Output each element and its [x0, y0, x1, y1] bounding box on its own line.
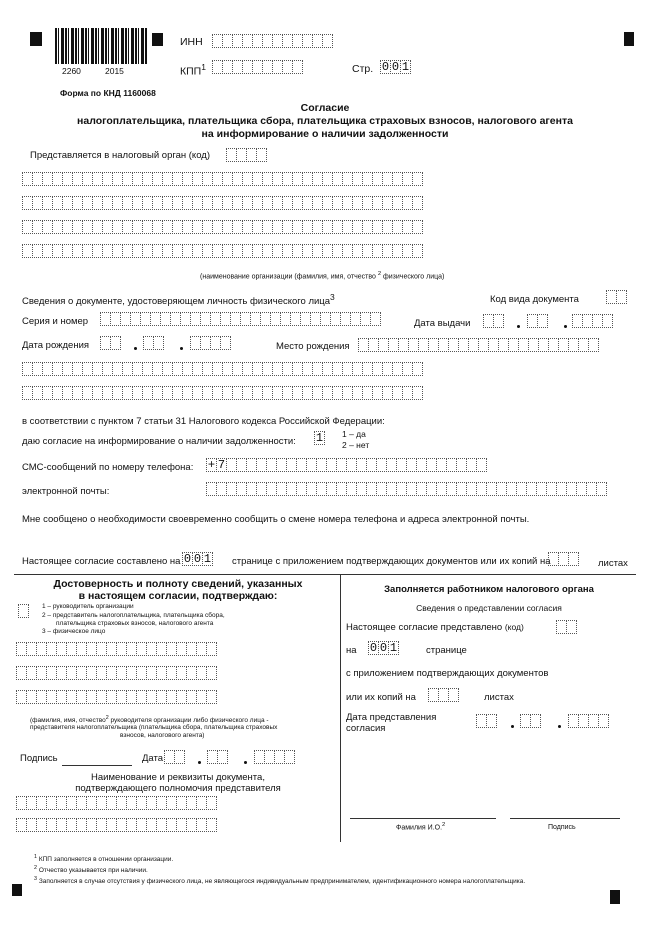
input-cell[interactable] [174, 750, 185, 764]
left-date-day[interactable] [164, 750, 184, 764]
issue-date-label: Дата выдачи [414, 318, 471, 329]
input-cell[interactable] [256, 148, 267, 162]
page-word: странице [426, 645, 467, 656]
birth-date-label: Дата рождения [22, 340, 90, 351]
corner-marker-top-mid [152, 33, 163, 46]
or-copies-label: или их копий на [346, 692, 416, 703]
birth-place-label: Место рождения [276, 341, 350, 352]
right-pages-digit: 0 [379, 641, 388, 655]
input-cell[interactable] [493, 314, 504, 328]
page-digit: 0 [391, 60, 400, 74]
doc-type-field[interactable] [606, 290, 626, 304]
date-separator [134, 347, 137, 350]
right-sign-label: Подпись [548, 824, 576, 831]
series-number-field[interactable] [100, 312, 380, 326]
input-cell[interactable] [206, 666, 217, 680]
doc-row-1[interactable] [16, 796, 216, 810]
footnote-3: $^3$ Заполняется в случае отсутствия у физического лица, не являющегося индивидуальным предпринимателем, идентификационного номера налогоплательщика. [34, 876, 526, 886]
phone-prefix-char: 7 [217, 458, 226, 472]
kpp-label: КПП$^1$ [180, 62, 206, 78]
barcode-number-right: 2015 [105, 66, 124, 76]
attachment-sheets-field[interactable] [548, 552, 578, 566]
signer-caption-2: представителя налогоплательщика (плательщика сбора, плательщика страховых [30, 724, 278, 731]
sheets-label: листах [484, 692, 514, 703]
notice-text: Мне сообщено о необходимости своевременно сообщить о смене номера телефона и адреса электронной почты. [22, 514, 530, 525]
title-line2: налогоплательщика, плательщика сбора, плательщика страховых взносов, налогового агента [77, 115, 573, 127]
title-line3: на информирование о наличии задолженности [201, 128, 449, 140]
presentation-date-month[interactable] [520, 714, 540, 728]
signer-name-row-3[interactable] [16, 690, 216, 704]
presentation-date-label-1: Дата представления [346, 712, 437, 723]
left-block-title-2: в настоящем согласии, подтверждаю: [78, 590, 278, 602]
identity-label: Сведения о документе, удостоверяющем личность физического лица$^3$ [22, 292, 335, 308]
footnote-2: $^2$ Отчество указывается при наличии. [34, 865, 148, 875]
phone-prefix-char: + [207, 458, 216, 472]
fio-line[interactable] [350, 818, 496, 819]
doc-title-2: подтверждающего полномочия представителя [75, 783, 281, 794]
input-cell[interactable] [206, 818, 217, 832]
signer-name-row-2[interactable] [16, 666, 216, 680]
input-cell[interactable] [412, 244, 423, 258]
series-label: Серия и номер [22, 316, 89, 327]
date-separator [558, 725, 561, 728]
page-number-field[interactable] [380, 60, 410, 74]
date-separator [564, 325, 567, 328]
doc-type-label: Код вида документа [490, 294, 579, 305]
issue-date-month[interactable] [527, 314, 547, 328]
right-pages-field[interactable] [368, 641, 398, 655]
signer-opt-2b: плательщика страховых взносов, налогового агента [56, 620, 214, 627]
left-date-year[interactable] [254, 750, 294, 764]
birth-place-row-2[interactable] [22, 362, 422, 376]
with-docs-label: с приложением подтверждающих документов [346, 668, 549, 679]
pages-digit: 0 [193, 552, 202, 566]
footnote-1: $^1$ КПП заполняется в отношении организации. [34, 854, 174, 864]
org-name-caption: (наименование организации (фамилия, имя, отчество $^2$ физического лица) [200, 271, 445, 281]
input-cell[interactable] [530, 714, 541, 728]
tax-authority-label: Представляется в налоговый орган (код) [30, 150, 210, 161]
barcode-number-left: 2260 [62, 66, 81, 76]
date-separator [511, 725, 514, 728]
pages-suffix: листах [598, 558, 628, 569]
birth-place-row-3[interactable] [22, 386, 422, 400]
birth-date-month[interactable] [143, 336, 163, 350]
inn-label: ИНН [180, 36, 203, 48]
agree-field[interactable] [314, 431, 324, 445]
input-cell[interactable] [370, 312, 381, 326]
input-cell[interactable] [206, 690, 217, 704]
pages-digit: 0 [183, 552, 192, 566]
date-separator [198, 761, 201, 764]
date-separator [180, 347, 183, 350]
input-cell[interactable] [206, 642, 217, 656]
presentation-date-label-2: согласия [346, 723, 386, 734]
right-sign-line[interactable] [510, 818, 620, 819]
date-separator [517, 325, 520, 328]
doc-title-1: Наименование и реквизиты документа, [91, 772, 265, 783]
presentation-date-year[interactable] [568, 714, 608, 728]
input-cell[interactable] [588, 338, 599, 352]
pages-count-field[interactable] [182, 552, 212, 566]
birth-place-field[interactable] [358, 338, 598, 352]
input-cell[interactable] [568, 552, 579, 566]
input-cell[interactable] [110, 336, 121, 350]
signer-opt-2a: 2 – представитель налогоплательщика, плательщика сбора, [42, 612, 225, 619]
input-cell[interactable] [206, 796, 217, 810]
page-digit: 1 [401, 60, 410, 74]
input-cell[interactable] [322, 34, 333, 48]
input-cell[interactable] [412, 196, 423, 210]
signer-opt-1: 1 – руководитель организации [42, 603, 134, 610]
org-name-row-4[interactable] [22, 244, 422, 258]
birth-date-day[interactable] [100, 336, 120, 350]
right-pages-digit: 1 [389, 641, 398, 655]
input-cell[interactable] [486, 714, 497, 728]
input-cell[interactable] [220, 336, 231, 350]
article-text: в соответствии с пунктом 7 статьи 31 Налогового кодекса Российской Федерации: [22, 416, 385, 427]
right-sheets-field[interactable] [428, 688, 458, 702]
input-cell[interactable] [412, 362, 423, 376]
input-cell[interactable] [616, 290, 627, 304]
input-cell[interactable] [537, 314, 548, 328]
input-cell[interactable] [602, 314, 613, 328]
option-no: 2 – нет [342, 440, 370, 450]
fio-label: Фамилия И.О.$^2$ [396, 822, 446, 832]
right-pages-digit: 0 [369, 641, 378, 655]
input-cell[interactable] [153, 336, 164, 350]
input-cell[interactable] [476, 458, 487, 472]
column-divider [340, 574, 341, 842]
input-cell[interactable] [566, 620, 577, 634]
pages-prefix: Настоящее согласие составлено на [22, 556, 181, 567]
corner-marker-top-right [624, 32, 634, 46]
page-label: Стр. [352, 63, 374, 75]
input-cell[interactable] [598, 714, 609, 728]
date-separator [244, 761, 247, 764]
email-label: электронной почты: [22, 486, 110, 497]
input-cell[interactable] [284, 750, 295, 764]
left-block-title-1: Достоверность и полноту сведений, указанных [53, 578, 303, 590]
section-divider [14, 574, 636, 575]
option-yes: 1 – да [342, 429, 366, 439]
left-date-label: Дата [142, 753, 164, 764]
corner-marker-bottom-right [610, 890, 620, 904]
agree-value: 1 [315, 431, 324, 445]
presented-code-field[interactable] [556, 620, 576, 634]
left-sign-label: Подпись [20, 753, 58, 764]
page-digit: 0 [381, 60, 390, 74]
kpp-field[interactable] [212, 60, 302, 74]
org-name-row-1[interactable] [22, 172, 422, 186]
input-cell[interactable] [412, 220, 423, 234]
input-cell[interactable] [412, 386, 423, 400]
tax-authority-code-field[interactable] [226, 148, 266, 162]
left-sign-line[interactable] [62, 765, 132, 766]
right-block-title: Заполняется работником налогового органа [384, 584, 594, 595]
phone-digits[interactable] [226, 458, 486, 472]
issue-date-day[interactable] [483, 314, 503, 328]
sms-label: СМС-сообщений по номеру телефона: [22, 462, 194, 473]
left-date-month[interactable] [207, 750, 227, 764]
barcode [55, 28, 147, 64]
doc-row-2[interactable] [16, 818, 216, 832]
signer-opt-3: 3 – физическое лицо [42, 628, 106, 635]
org-name-row-2[interactable] [22, 196, 422, 210]
input-cell[interactable] [596, 482, 607, 496]
pages-digit: 1 [203, 552, 212, 566]
agree-label: даю согласие на информирование о наличии задолженности: [22, 436, 296, 447]
phone-field[interactable] [206, 458, 226, 472]
input-cell[interactable] [18, 604, 29, 618]
right-block-subtitle: Сведения о представлении согласия [416, 603, 562, 613]
org-name-row-3[interactable] [22, 220, 422, 234]
title-line1: Согласие [300, 102, 350, 114]
input-cell[interactable] [412, 172, 423, 186]
signer-type-field[interactable] [18, 604, 28, 618]
presentation-date-day[interactable] [476, 714, 496, 728]
input-cell[interactable] [448, 688, 459, 702]
signer-name-row-1[interactable] [16, 642, 216, 656]
pages-middle: странице с приложением подтверждающих документов или их копий на [232, 556, 551, 567]
corner-marker-bottom-left [12, 884, 22, 896]
presented-label: Настоящее согласие представлено (код) [346, 622, 524, 633]
input-cell[interactable] [217, 750, 228, 764]
form-code: Форма по КНД 1160068 [60, 88, 156, 98]
on-label: на [346, 645, 357, 656]
corner-marker-top-left [30, 32, 42, 46]
birth-date-year[interactable] [190, 336, 230, 350]
signer-caption-3: взносов, налогового агента) [120, 732, 205, 739]
input-cell[interactable] [292, 60, 303, 74]
email-field[interactable] [206, 482, 606, 496]
inn-field[interactable] [212, 34, 332, 48]
signer-caption-1: (фамилия, имя, отчество$^2$ руководителя организации либо физического лица - [30, 715, 269, 725]
issue-date-year[interactable] [572, 314, 612, 328]
